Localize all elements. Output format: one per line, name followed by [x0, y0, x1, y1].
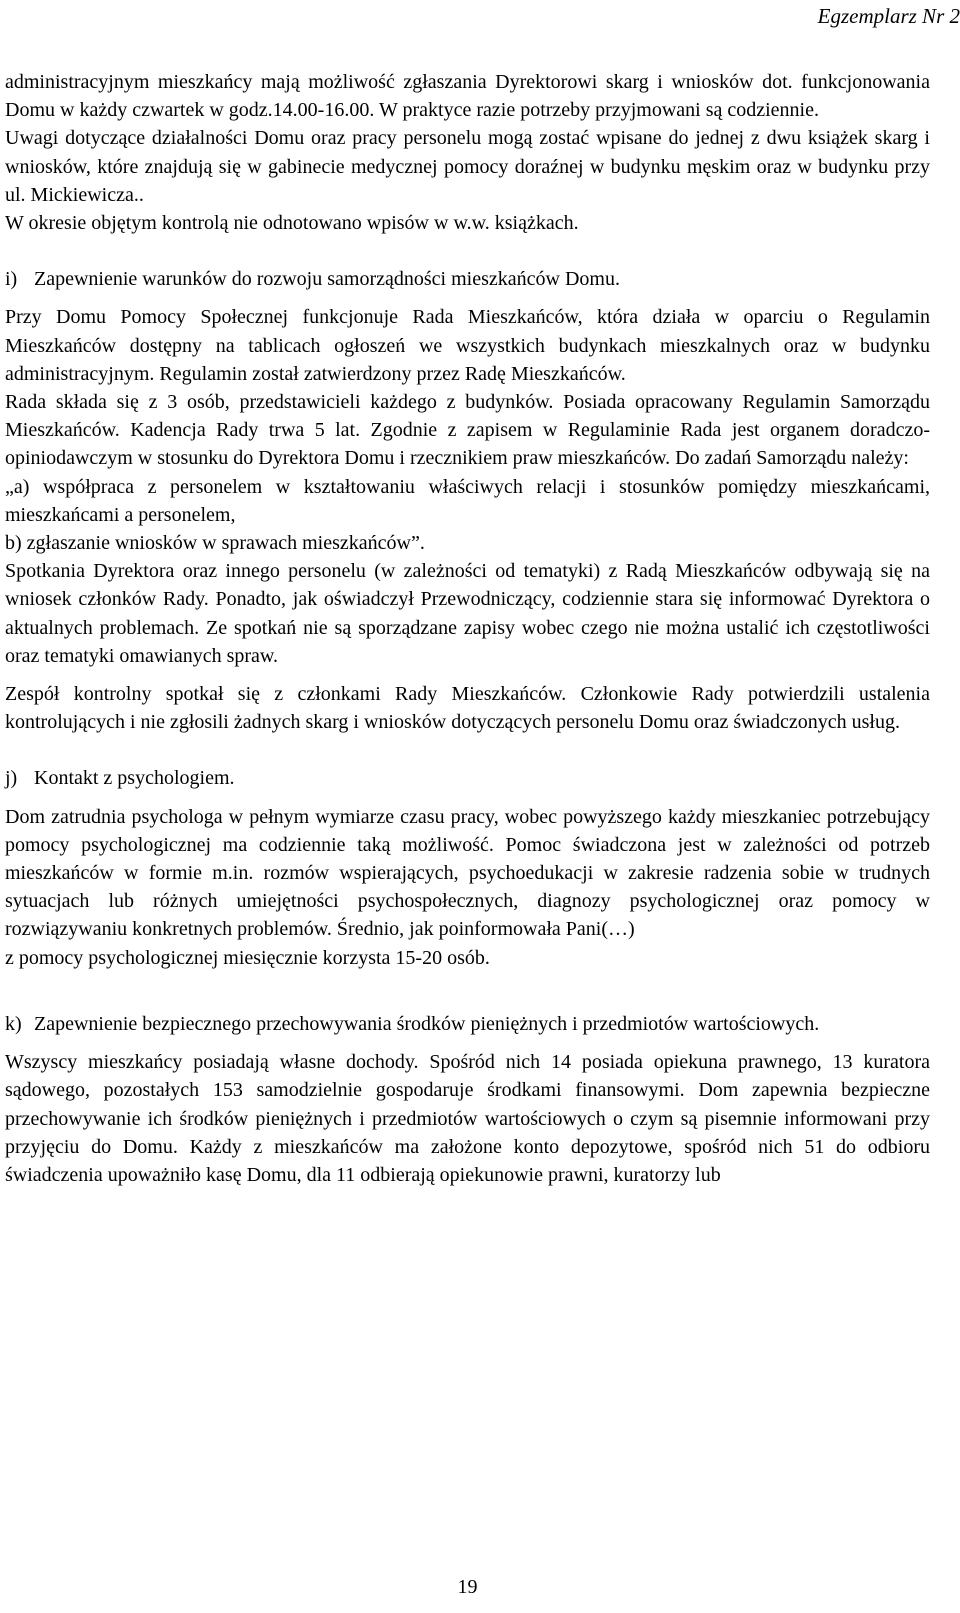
paragraph: W okresie objętym kontrolą nie odnotowano wpisów w w.w. książkach. — [5, 212, 579, 235]
section-label: k) — [5, 1012, 22, 1035]
paragraph: administracyjnym mieszkańcy mają możliwość zgłaszania Dyrektorowi skarg i wniosków dot. funkcjonowania Domu w każdy czwartek w godz.14.00-16.00. W praktyce razie potrzeby przyjmowani są codziennie. — [5, 71, 930, 122]
paragraph: b) zgłaszanie wniosków w sprawach mieszkańców”. — [5, 532, 425, 555]
copy-label: Egzemplarz Nr 2 — [817, 4, 960, 28]
section-label: i) — [5, 268, 18, 291]
section-title: Kontakt z psychologiem. — [34, 767, 235, 790]
paragraph: z pomocy psychologicznej miesięcznie korzysta 15-20 osób. — [5, 946, 490, 969]
paragraph: Wszyscy mieszkańcy posiadają własne dochody. Spośród nich 14 posiada opiekuna prawnego, 13 kuratora sądowego, pozostałych 153 samodzielnie gospodaruje środkami finansowymi. Dom zapewnia bezpieczne przechowywanie ich środków pieniężnych i przedmiotów wartościowych o czym są pisemnie informowani przy przyjęciu do Domu. Każdy z mieszkańców ma założone konto depozytowe, spośród nich 51 do odbioru świadczenia upoważniło kasę Domu, dla 11 odbierają opiekunowie prawni, kuratorzy lub — [5, 1051, 930, 1186]
paragraph: Przy Domu Pomocy Społecznej funkcjonuje Rada Mieszkańców, która działa w oparciu o Regulamin Mieszkańców dostępny na tablicach ogłoszeń we wszystkich budynkach mieszkalnych oraz w budynku administracyjnym. Regulamin został zatwierdzony przez Radę Mieszkańców. — [5, 306, 930, 385]
section-title: Zapewnienie bezpiecznego przechowywania środków pieniężnych i przedmiotów wartościowych. — [34, 1012, 820, 1035]
page-number: 19 — [457, 1576, 478, 1598]
paragraph: Spotkania Dyrektora oraz innego personelu (w zależności od tematyki) z Radą Mieszkańców odbywają się na wniosek członków Rady. Ponadto, jak oświadczył Przewodniczący, codziennie stara się informować Dyrektora o aktualnych problemach. Ze spotkań nie są sporządzane zapisy wobec czego nie można ustalić ich częstotliwości oraz tematyki omawianych spraw. — [5, 560, 930, 667]
section-heading-j — [5, 764, 930, 792]
section-title: Zapewnienie warunków do rozwoju samorządności mieszkańców Domu. — [34, 268, 620, 291]
paragraph: „a) współpraca z personelem w kształtowaniu właściwych relacji i stosunków pomiędzy mieszkańcami, mieszkańcami a personelem, — [5, 475, 930, 526]
paragraph: Rada składa się z 3 osób, przedstawicieli każdego z budynków. Posiada opracowany Regulamin Samorządu Mieszkańców. Kadencja Rady trwa 5 lat. Zgodnie z zapisem w Regulaminie Rada jest organem doradczo-opiniodawczym w stosunku do Dyrektora Domu i rzecznikiem praw mieszkańców. Do zadań Samorządu należy: — [5, 391, 930, 470]
paragraph: Dom zatrudnia psychologa w pełnym wymiarze czasu pracy, wobec powyższego każdy mieszkaniec potrzebujący pomocy psychologicznej ma codziennie taką możliwość. Pomoc świadczona jest w zależności od potrzeb mieszkańców w formie m.in. rozmów wspierających, psychoedukacji w zakresie radzenia sobie w trudnych sytuacjach lub różnych umiejętności psychospołecznych, diagnozy psychologicznej oraz pomocy w rozwiązywaniu konkretnych problemów. Średnio, jak poinformowała Pani(…) — [5, 805, 930, 941]
section-heading-k — [5, 1010, 930, 1038]
section-label: j) — [5, 767, 18, 790]
document-body — [5, 68, 930, 1189]
paragraph: Uwagi dotyczące działalności Domu oraz pracy personelu mogą zostać wpisane do jednej z dwu książek skarg i wniosków, które znajdują się w gabinecie medycznej pomocy doraźnej w budynku męskim oraz w budynku przy ul. Mickiewicza.. — [5, 127, 930, 206]
section-heading-i — [5, 265, 930, 293]
paragraph: Zespół kontrolny spotkał się z członkami Rady Mieszkańców. Członkowie Rady potwierdzili ustalenia kontrolujących i nie zgłosili żadnych skarg i wniosków dotyczących personelu Domu oraz świadczonych usług. — [5, 683, 930, 734]
